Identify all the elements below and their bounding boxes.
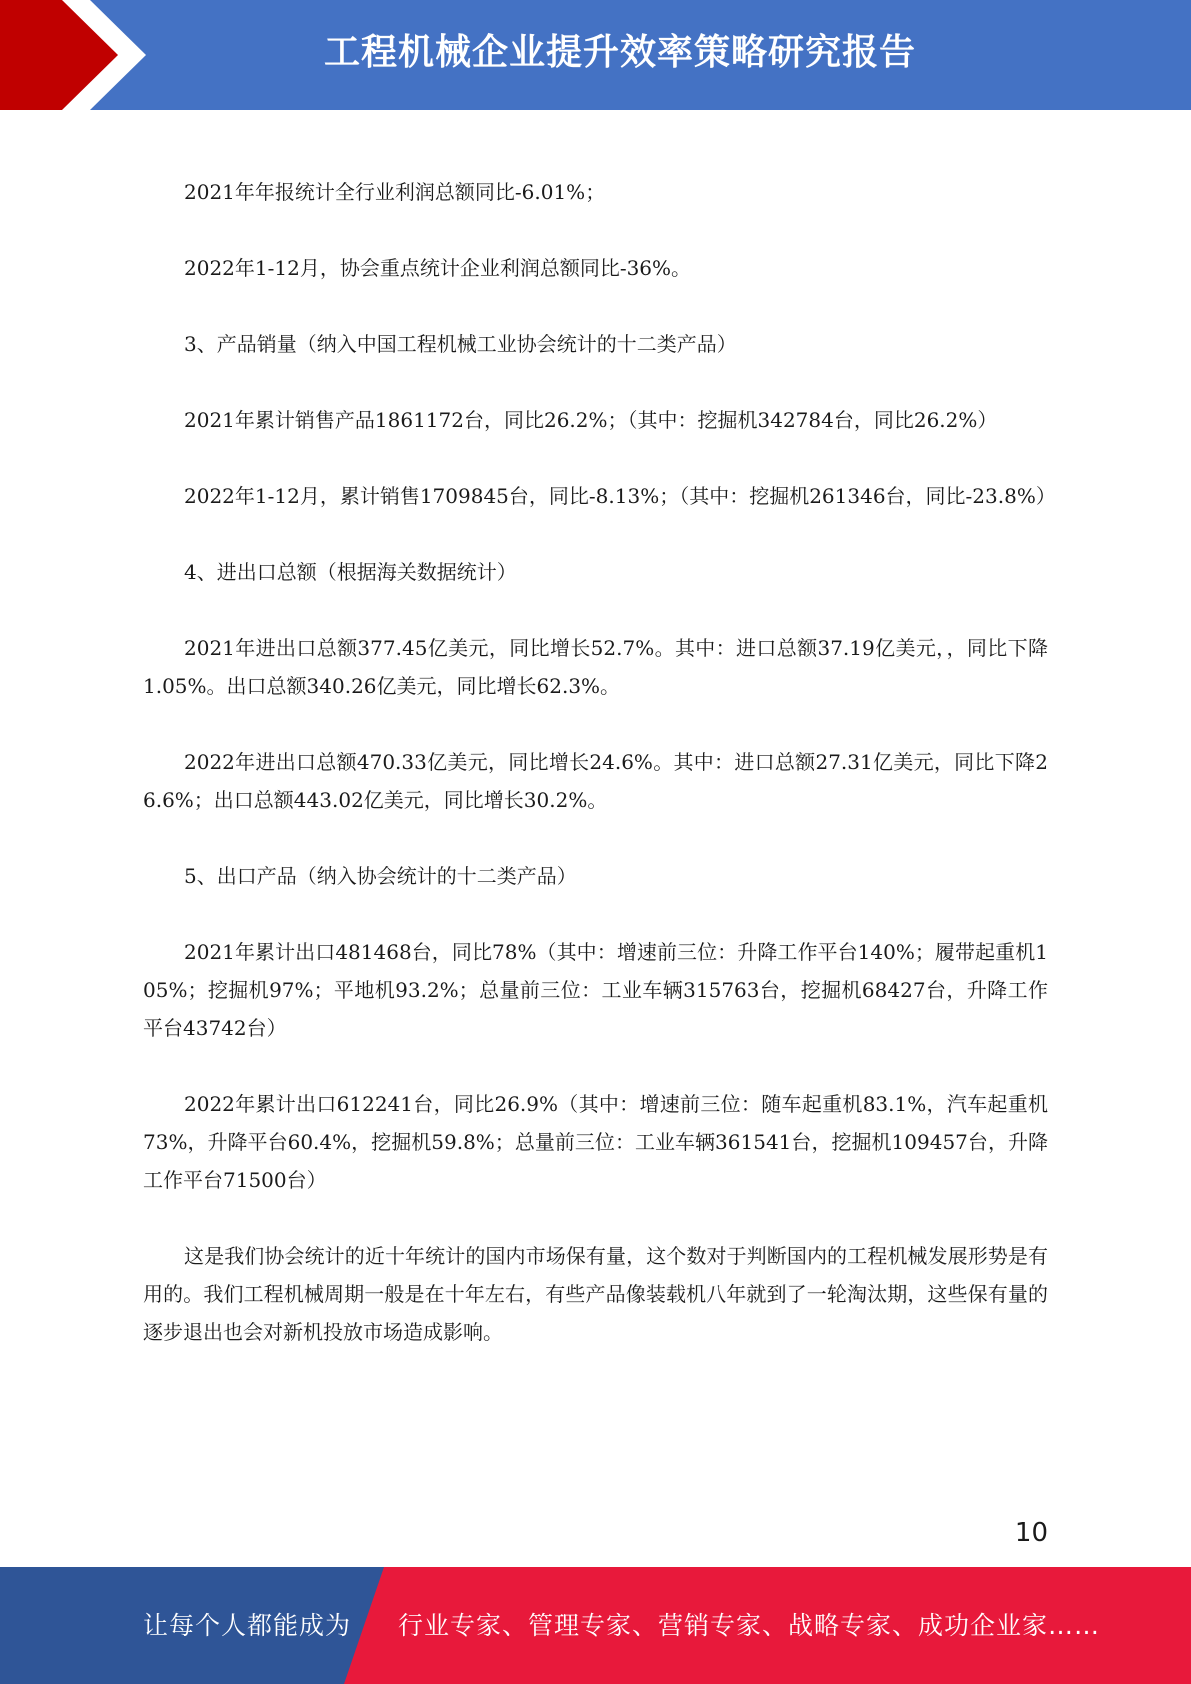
paragraph-trade-2021: 2021年进出口总额377.45亿美元，同比增长52.7%。其中：进口总额37.19亿美元，，同比下降1.05%。出口总额340.26亿美元，同比增长62.3%。 bbox=[143, 636, 1048, 698]
paragraph-profit-2022: 2022年1-12月，协会重点统计企业利润总额同比-36%。 bbox=[184, 256, 692, 280]
paragraph-market-inventory: 这是我们协会统计的近十年统计的国内市场保有量，这个数对于判断国内的工程机械发展形势是有用的。我们工程机械周期一般是在十年左右，有些产品像装载机八年就到了一轮淘汰期，这些保有量的逐步退出也会对新机投放市场造成影响。 bbox=[143, 1244, 1048, 1344]
paragraph-profit-2021: 2021年年报统计全行业利润总额同比-6.01%； bbox=[184, 180, 606, 204]
footer-slogan-right: 行业专家、管理专家、营销专家、战略专家、成功企业家…… bbox=[398, 1611, 1101, 1640]
section-heading-trade: 4、进出口总额（根据海关数据统计） bbox=[184, 560, 517, 584]
document-title: 工程机械企业提升效率策略研究报告 bbox=[323, 32, 916, 73]
paragraph-trade-2022: 2022年进出口总额470.33亿美元，同比增长24.6%。其中：进口总额27.31亿美元，同比下降26.6%；出口总额443.02亿美元，同比增长30.2%。 bbox=[143, 750, 1048, 812]
paragraph-sales-2022: 2022年1-12月，累计销售1709845台，同比-8.13%；（其中：挖掘机261346台，同比-23.8%） bbox=[184, 484, 1056, 508]
section-heading-exports: 5、出口产品（纳入协会统计的十二类产品） bbox=[184, 864, 577, 888]
page-number: 10 bbox=[1014, 1518, 1048, 1548]
section-heading-sales: 3、产品销量（纳入中国工程机械工业协会统计的十二类产品） bbox=[184, 332, 737, 356]
paragraph-exports-2022: 2022年累计出口612241台，同比26.9%（其中：增速前三位：随车起重机83.1%，汽车起重机73%，升降平台60.4%，挖掘机59.8%；总量前三位：工业车辆361541台，挖掘机109457台，升降工作平台71500台） bbox=[143, 1092, 1048, 1192]
paragraph-exports-2021: 2021年累计出口481468台，同比78%（其中：增速前三位：升降工作平台140%；履带起重机105%；挖掘机97%；平地机93.2%；总量前三位：工业车辆315763台，挖掘机68427台，升降工作平台43742台） bbox=[143, 940, 1048, 1040]
paragraph-sales-2021: 2021年累计销售产品1861172台，同比26.2%；（其中：挖掘机342784台，同比26.2%） bbox=[184, 408, 998, 432]
footer-slogan-left: 让每个人都能成为 bbox=[143, 1611, 352, 1640]
page-header bbox=[0, 0, 1191, 110]
page-footer bbox=[0, 1567, 1191, 1684]
report-body bbox=[143, 173, 1056, 1351]
